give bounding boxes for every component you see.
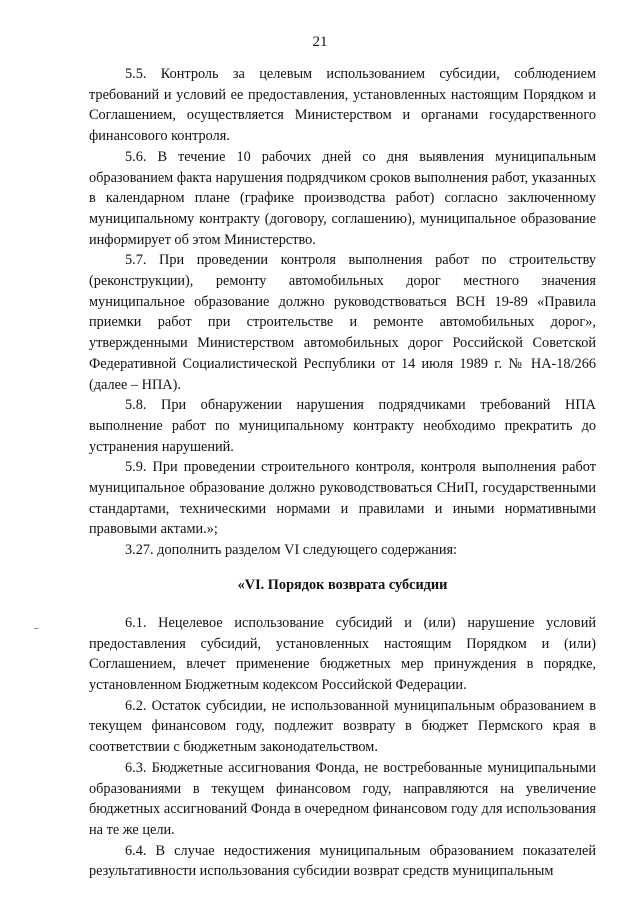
paragraph-6-4: 6.4. В случае недостижения муниципальным образованием показателей результативности использования субсидии возврат средств муниципальным <box>89 842 596 880</box>
paragraph-5-9: 5.9. При проведении строительного контроля, контроля выполнения работ муниципальное образование должно руководствоваться СНиП, государственными стандартами, техническими нормами и правилами и иными нормативными правовыми актами.»; <box>89 459 596 538</box>
page-number: 21 <box>312 34 328 50</box>
paragraph-3-27: 3.27. дополнить разделом VI следующего содержания: <box>125 542 458 559</box>
scan-margin-mark <box>34 628 39 629</box>
section-heading: «VI. Порядок возврата субсидии <box>237 576 448 593</box>
paragraph-5-6: 5.6. В течение 10 рабочих дней со дня выявления муниципальным образованием факта нарушения подрядчиком сроков выполнения работ, указанных в календарном плане (графике производства работ) согласно заключенному муниципальному контракту (договору, соглашению), муниципальное образование информирует об этом Министерство. <box>89 148 596 248</box>
paragraph-6-2: 6.2. Остаток субсидии, не использованной муниципальным образованием в текущем финансовом году, подлежит возврату в бюджет Пермского края в соответствии с бюджетным законодательством. <box>89 697 596 756</box>
paragraph-5-5: 5.5. Контроль за целевым использованием субсидии, соблюдением требований и условий ее предоставления, установленных настоящим Порядком и Соглашением, осуществляется Министерством и органами государственного финансового контроля. <box>89 66 596 145</box>
document-body <box>89 64 596 882</box>
paragraph-5-7: 5.7. При проведении контроля выполнения работ по строительству (реконструкции), ремонту автомобильных дорог местного значения муниципальное образование должно руководствоваться ВСН 19-89 «Правила приемки работ при строительстве и ремонте автомобильных дорог», утвержденными Министерством автомобильных дорог Российской Советской Федеративной Социалистической Республики от 14 июля 1989 г. № НА-18/266 (далее – НПА). <box>89 252 596 393</box>
paragraph-6-3: 6.3. Бюджетные ассигнования Фонда, не востребованные муниципальными образованиями в текущем финансовом году, направляются на увеличение бюджетных ассигнований Фонда в очередном финансовом году для использования на те же цели. <box>89 759 596 838</box>
paragraph-6-1: 6.1. Нецелевое использование субсидий и (или) нарушение условий предоставления субсидий, установленных настоящим Порядком и (или) Соглашением, влечет применение бюджетных мер принуждения в порядке, установленном Бюджетным кодексом Российской Федерации. <box>89 614 596 693</box>
paragraph-5-8: 5.8. При обнаружении нарушения подрядчиками требований НПА выполнение работ по муниципальному контракту необходимо прекратить до устранения нарушений. <box>89 397 596 455</box>
